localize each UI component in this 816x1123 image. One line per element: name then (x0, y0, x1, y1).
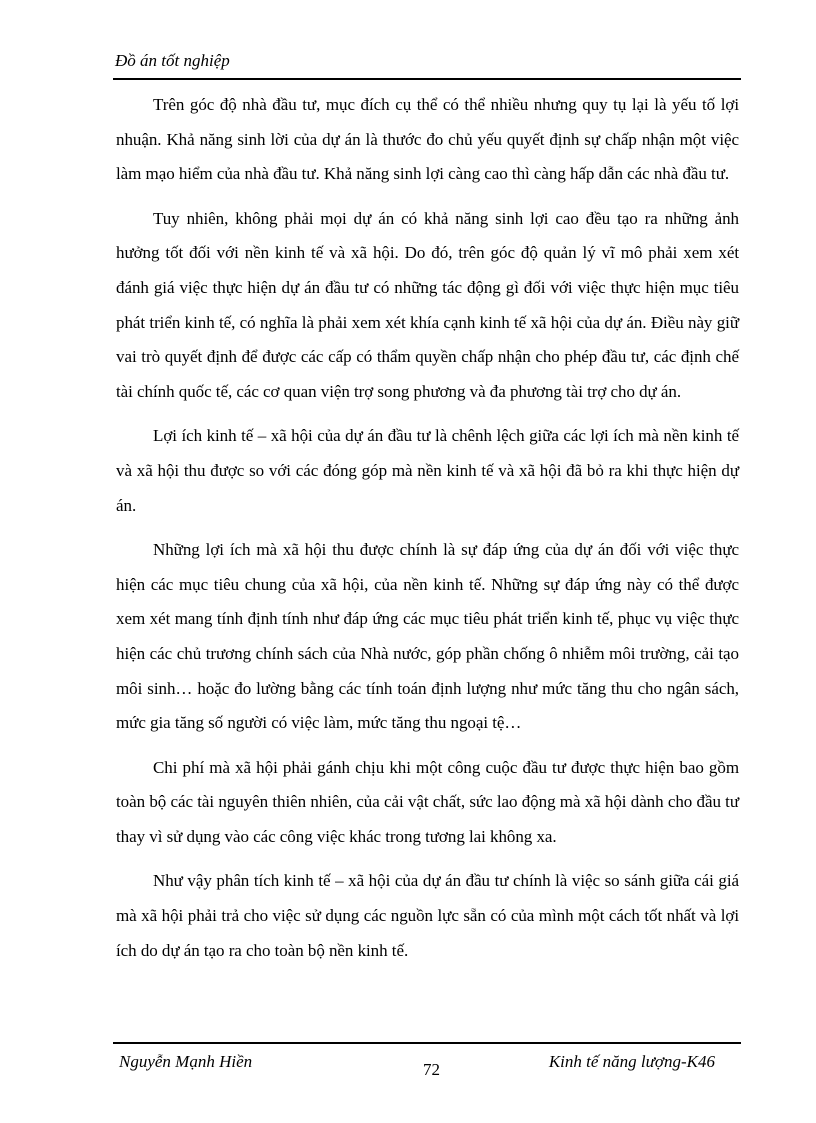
footer-department: Kinh tế năng lượng-K46 (548, 1052, 715, 1071)
paragraph-social-gains: Những lợi ích mà xã hội thu được chính là sự đáp ứng của dự án đối với việc thực hiện các mục tiêu chung của xã hội, của nền kinh tế. Những sự đáp ứng này có thể được xem xét mang tính định tính như đáp ứng các mục tiêu phát triển kinh tế, phục vụ việc thực hiện các chủ trương chính sách của Nhà nước, góp phần chống ô nhiễm môi trường, cải tạo môi sinh… hoặc đo lường bằng các tính toán định lượng như mức tăng thu cho ngân sách, mức gia tăng số người có việc làm, mức tăng thu ngoại tệ… (116, 540, 739, 733)
paragraph-investor-perspective: Trên góc độ nhà đầu tư, mục đích cụ thể có thể nhiều nhưng quy tụ lại là yếu tố lợi nhuận. Khả năng sinh lời của dự án là thước đo chủ yếu quyết định sự chấp nhận một việc làm mạo hiểm của nhà đầu tư. Khả năng sinh lợi càng cao thì càng hấp dẫn các nhà đầu tư. (116, 95, 739, 184)
page-header (113, 50, 741, 80)
paragraph-conclusion: Như vậy phân tích kinh tế – xã hội của dự án đầu tư chính là việc so sánh giữa cái giá mà xã hội phải trả cho việc sử dụng các nguồn lực sẵn có của mình một cách tốt nhất và lợi ích do dự án tạo ra cho toàn bộ nền kinh tế. (116, 871, 739, 960)
page-footer (113, 1042, 741, 1084)
paragraph-social-costs: Chi phí mà xã hội phải gánh chịu khi một công cuộc đầu tư được thực hiện bao gồm toàn bộ các tài nguyên thiên nhiên, của cải vật chất, sức lao động mà xã hội dành cho đầu tư thay vì sử dụng vào các công việc khác trong tương lai không xa. (116, 757, 739, 846)
footer-author: Nguyễn Mạnh Hiền (119, 1052, 253, 1071)
paragraph-socioeconomic-benefit: Lợi ích kinh tế – xã hội của dự án đầu tư là chênh lệch giữa các lợi ích mà nền kinh tế và xã hội thu được so với các đóng góp mà nền kinh tế và xã hội đã bỏ ra khi thực hiện dự án. (116, 426, 739, 515)
document-title: Đồ án tốt nghiệp (115, 51, 230, 70)
paragraph-macro-perspective: Tuy nhiên, không phải mọi dự án có khả năng sinh lợi cao đều tạo ra những ảnh hưởng tốt đối với nền kinh tế và xã hội. Do đó, trên góc độ quản lý vĩ mô phải xem xét đánh giá việc thực hiện dự án đầu tư có những tác động gì đối với việc thực hiện mục tiêu phát triển kinh tế, có nghĩa là phải xem xét khía cạnh kinh tế xã hội của dự án. Điều này giữ vai trò quyết định để được các cấp có thẩm quyền chấp nhận cho phép đầu tư, các định chế tài chính quốc tế, các cơ quan viện trợ song phương và đa phương tài trợ cho dự án. (116, 208, 739, 401)
body-text (116, 88, 739, 978)
page-number: 72 (423, 1060, 440, 1079)
